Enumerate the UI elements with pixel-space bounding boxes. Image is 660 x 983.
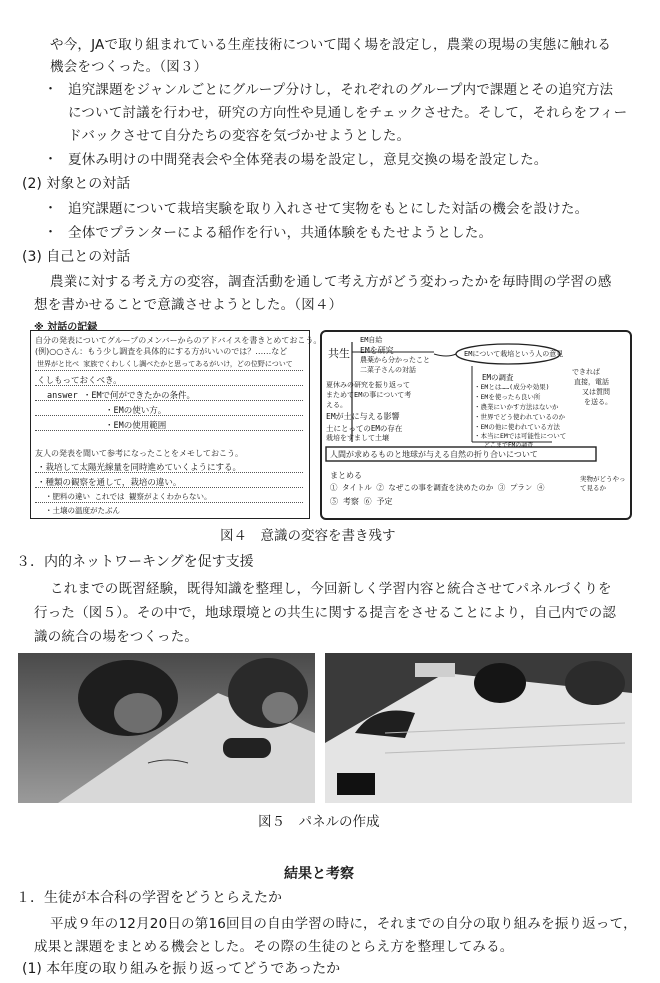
section-3-line-1: 農業に対する考え方の変容，調査活動を通して考え方がどう変わったかを毎時間の学習の感 <box>50 274 612 290</box>
bullet-1-line-3: ドバックさせて自分たちの変容を気づかせようとした。 <box>68 128 411 144</box>
dialogue-record-form <box>30 330 322 519</box>
diagram-bubble-text: EMについて栽培という人の意見 <box>464 350 564 358</box>
diagram-right-note: ・世界でどう使われているのか <box>474 413 565 421</box>
form-dotline <box>35 400 303 401</box>
form-dotline <box>35 430 303 431</box>
form-hand-line-5: ・EMの使用範囲 <box>105 421 167 431</box>
section-3-line-2: 想を書かせることで意識させようとした。（図４） <box>34 297 343 313</box>
results-line-1: 平成９年の12月20日の第16回目の自由学習の時に，それまでの自分の取り組みを振り返って， <box>50 916 637 932</box>
bullet-dot: ・ <box>44 201 58 216</box>
diagram-kyosei: 共生 <box>328 347 350 360</box>
section-2-bullet-2: 全体でプランターによる稲作を行い，共通体験をもたせようとした。 <box>68 225 493 241</box>
diagram-right-note: 直接，電話 <box>574 378 609 386</box>
bullet-dot: ・ <box>44 82 58 97</box>
form-hand-line-2: くしもっておくべき。 <box>37 376 122 386</box>
diagram-right-note: ・EMを使ったら良い所 <box>474 393 541 401</box>
form-hand2-line-1: ・栽培して太陽光線量を同時進めていくようにする。 <box>37 463 242 473</box>
diagram-left-note: 二菜子さんの対話 <box>360 366 416 374</box>
results-heading: １．生徒が本合科の学習をどうとらえたか <box>16 890 282 906</box>
concept-diagram <box>320 330 632 520</box>
form-prompt-2: 友人の発表を聞いて参考になったことをメモしておこう。 <box>35 449 243 458</box>
diagram-left-note: 農薬から分かったこと <box>360 356 430 364</box>
diagram-left-note: EMが土に与える影響 <box>326 412 400 421</box>
diagram-left-note: まためてEMの事について考 <box>326 391 412 399</box>
form-hand2-line-2: ・種類の観察を通して，栽培の違い。 <box>37 478 182 488</box>
section-3-main-line-3: 識の統合の場をつくった。 <box>34 629 199 645</box>
form-hand-line-1: 世界がと比べ 家族でくわしくし調べたかと思ってあるがいけ，どの位野について <box>37 360 293 368</box>
results-subheading: (1) 本年度の取り組みを振り返ってどうであったか <box>22 961 341 977</box>
form-dotline <box>35 415 303 416</box>
form-hand2-line-3: ・肥料の違い これでは 観察がよくわからない。 <box>45 492 212 501</box>
section-3-heading: (3) 自己との対話 <box>22 249 131 265</box>
diagram-left-note: 夏休みの研究を振り返って <box>326 381 410 389</box>
form-dotline <box>35 370 303 371</box>
form-dotline <box>35 385 303 386</box>
section-3-main-line-2: 行った（図５）。その中で，地球環境との共生に関する提言をさせることにより，自己内での認 <box>34 605 617 621</box>
diagram-left-note: EMを研究 <box>360 346 394 355</box>
diagram-summary-note: 実物がどうやって見るか <box>580 475 626 492</box>
diagram-left-note: EM自給 <box>360 336 383 344</box>
diagram-right-note: 又は質問 <box>582 388 610 396</box>
form-prompt-1: 自分の発表についてグループのメンバーからのアドバイスを書きとめておこう。 <box>35 336 322 345</box>
bullet-1-line-1: 追究課題をジャンルごとにグループ分けし，それぞれのグループ内で課題とその追究方法 <box>68 82 614 98</box>
bullet-dot: ・ <box>44 225 58 240</box>
figure-5-caption: 図５ パネルの作成 <box>258 814 380 830</box>
photo-students-panel-left <box>18 653 315 803</box>
bullet-2-line-1: 夏休み明けの中間発表会や全体発表の場を設定し，意見交換の場を設定した。 <box>68 152 548 168</box>
section-3-main-line-1: これまでの既習経験，既得知識を整理し，今回新しく学習内容と統合させてパネルづくりを <box>50 581 612 597</box>
form-dotline <box>35 502 303 503</box>
diagram-right-note: ・本当にEMでは可能性について <box>474 432 567 440</box>
form-dotline <box>35 487 303 488</box>
section-3-main-heading: ３．内的ネットワーキングを促す支援 <box>16 554 254 570</box>
form-hand-line-3: answer ・EMで何ができたかの条件。 <box>47 391 196 401</box>
diagram-right-note: どこまでEMの調査 <box>484 442 534 449</box>
form-prompt-1-example: (例)○○さん：もう少し調査を具体的にする方がいいのでは？……など <box>35 347 288 356</box>
diagram-left-note: 栽培をすまして土壌 <box>326 434 389 442</box>
diagram-summary-label: まとめる <box>330 471 362 480</box>
photo-students-panel-right <box>325 653 632 803</box>
diagram-right-note: ・農業にいかす方法はないか <box>474 403 559 411</box>
intro-line-1: や今，JAで取り組まれている生産技術について聞く場を設定し，農業の現場の実態に触れる <box>50 37 612 53</box>
section-2-bullet-1: 追究課題について栽培実験を取り入れさせて実物をもとにした対話の機会を設けた。 <box>68 201 589 217</box>
diagram-left-note: える。 <box>326 401 347 409</box>
diagram-right-note: できれば <box>572 368 600 376</box>
diagram-right-note: ・EMの他に使われている方法 <box>474 423 560 431</box>
diagram-band: 人間が求めるものと地球が与える自然の折り合いについて <box>330 450 538 459</box>
form-dotline <box>35 472 303 473</box>
diagram-right-note: ・EMとは……(成分や効果) <box>474 383 550 391</box>
results-line-2: 成果と課題をまとめる機会とした。その際の生徒のとらえ方を整理してみる。 <box>34 939 514 955</box>
form-hand2-line-4: ・土壌の温度がたぶん <box>45 506 120 515</box>
diagram-em-label: EMの調査 <box>482 373 514 382</box>
form-title: ※ 対話の記録 <box>34 322 98 333</box>
bullet-dot: ・ <box>44 152 58 167</box>
diagram-right-note: を送る。 <box>584 398 612 406</box>
results-title: 結果と考察 <box>284 866 354 882</box>
bullet-1-line-2: について討議を行わせ，研究の方向性や見通しをチェックさせた。そして，それらをフィー <box>68 105 628 121</box>
intro-line-2: 機会をつくった。（図３） <box>50 59 208 75</box>
diagram-summary-items: ① タイトル ② なぜこの事を調査を決めたのか ③ プラン ④ <box>330 483 545 492</box>
form-hand-line-4: ・EMの使い方。 <box>105 406 167 416</box>
diagram-left-note: 土にとってのEMの存在 <box>326 424 403 433</box>
section-2-heading: (2) 対象との対話 <box>22 176 131 192</box>
figure-4-caption: 図４ 意識の変容を書き残す <box>220 528 396 544</box>
diagram-summary-items-2: ⑤ 考察 ⑥ 予定 <box>330 497 393 506</box>
